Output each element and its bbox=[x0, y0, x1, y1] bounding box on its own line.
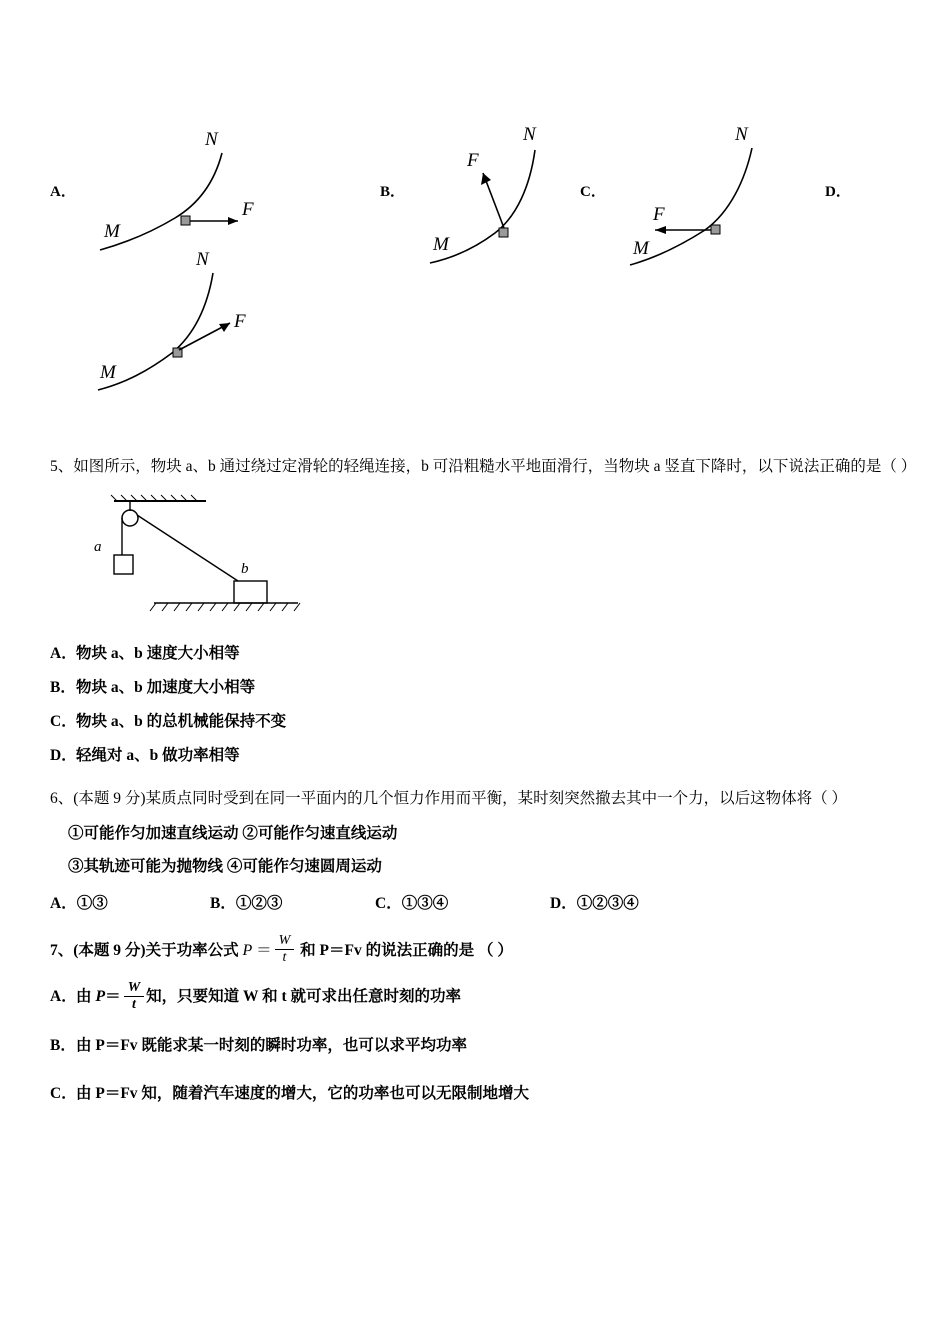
q5-option-d bbox=[50, 739, 912, 773]
question-6-text: 6、(本题 9 分)某质点同时受到在同一平面内的几个恒力作用而平衡，某时刻突然撤去其中一个力，以后这物体将（ ） bbox=[50, 790, 847, 808]
q7-option-a-fraction bbox=[124, 981, 144, 1012]
option-c-diagram bbox=[615, 120, 815, 275]
diagram-c-svg bbox=[615, 120, 815, 270]
q6-choice-d-label: D． bbox=[550, 894, 577, 912]
q6-choices-row bbox=[50, 888, 912, 919]
q6-choice-c-label: C． bbox=[375, 894, 402, 912]
q7-option-c-label: C． bbox=[50, 1084, 77, 1102]
question4-options-row bbox=[50, 40, 912, 270]
svg-text:b: b bbox=[241, 560, 249, 577]
q7-option-a-den: t bbox=[124, 996, 144, 1012]
q7-option-b-label: B． bbox=[50, 1036, 76, 1054]
svg-text:F: F bbox=[653, 204, 665, 225]
question4-option-d-row bbox=[50, 249, 912, 445]
question-7-text bbox=[50, 935, 912, 968]
q6-choice-d bbox=[550, 888, 639, 919]
q7-middle: 和 P＝Fv 的说法正确的是 bbox=[300, 941, 475, 959]
q6-choice-a-label: A． bbox=[50, 894, 77, 912]
q7-option-a-eq: ＝ bbox=[105, 988, 122, 1006]
option-b-label: B． bbox=[380, 184, 406, 200]
q6-choice-a-text: ①③ bbox=[76, 894, 108, 912]
q7-option-a-post: 知，只要知道 W 和 t 就可求出任意时刻的功率 bbox=[146, 988, 462, 1006]
q7-option-b bbox=[50, 1029, 912, 1063]
q7-prefix: 7、(本题 9 分)关于功率公式 bbox=[50, 941, 239, 959]
svg-text:N: N bbox=[735, 124, 748, 145]
svg-text:M: M bbox=[633, 238, 649, 259]
q5-option-a-text: 物块 a、b 速度大小相等 bbox=[76, 644, 240, 662]
q5-option-b bbox=[50, 671, 912, 705]
q7-option-a-var: P bbox=[95, 988, 106, 1006]
question-5-text: 5、如图所示，物块 a、b 通过绕过定滑轮的轻绳连接，b 可沿粗糙水平地面滑行，当物块 a 竖直下降时，以下说法正确的是（ ） bbox=[50, 458, 917, 475]
option-b-diagram bbox=[415, 118, 605, 278]
q6-statement-1: ①可能作匀加速直线运动 ②可能作匀速直线运动 bbox=[68, 824, 398, 842]
q7-option-a-num: W bbox=[127, 980, 141, 996]
option-d-diagram bbox=[80, 245, 280, 410]
q5-option-d-label: D． bbox=[50, 747, 77, 765]
q7-formula-fraction bbox=[275, 934, 295, 965]
pulley-figure-svg bbox=[86, 493, 316, 618]
svg-text:M: M bbox=[100, 362, 116, 383]
svg-text:M: M bbox=[433, 234, 449, 255]
question-5-figure bbox=[86, 493, 912, 623]
diagram-b-svg bbox=[415, 118, 605, 273]
q7-suffix: （ ） bbox=[477, 941, 513, 959]
q7-option-a bbox=[50, 979, 912, 1014]
q6-choice-c bbox=[375, 888, 550, 919]
q6-statement-2: ③其轨迹可能为抛物线 ④可能作匀速圆周运动 bbox=[68, 858, 382, 876]
q7-formula-var: P bbox=[242, 941, 253, 959]
svg-text:a: a bbox=[94, 538, 102, 555]
svg-text:F: F bbox=[242, 199, 254, 220]
q5-option-c-text: 物块 a、b 的总机械能保持不变 bbox=[76, 712, 287, 730]
svg-text:N: N bbox=[523, 124, 536, 145]
option-a-label: A． bbox=[50, 184, 76, 200]
q7-formula-num: W bbox=[278, 933, 291, 949]
option-d-label: D． bbox=[825, 184, 851, 200]
svg-text:F: F bbox=[467, 150, 479, 171]
q7-option-a-label: A． bbox=[50, 988, 77, 1006]
q6-choice-c-text: ①③④ bbox=[401, 894, 449, 912]
q7-option-a-pre: 由 bbox=[76, 988, 92, 1006]
q6-choice-b bbox=[210, 888, 375, 919]
q5-option-b-label: B． bbox=[50, 678, 76, 696]
diagram-a-svg bbox=[80, 125, 280, 265]
q5-option-c-label: C． bbox=[50, 712, 77, 730]
q5-option-a bbox=[50, 637, 912, 671]
q7-formula-eq: ＝ bbox=[256, 941, 273, 959]
q7-option-c bbox=[50, 1077, 912, 1111]
option-c-label: C． bbox=[580, 184, 606, 200]
q6-choice-a bbox=[50, 888, 210, 919]
svg-text:N: N bbox=[205, 129, 218, 150]
q5-option-a-label: A． bbox=[50, 644, 77, 662]
q7-formula-den: t bbox=[275, 949, 295, 965]
diagram-d-svg bbox=[80, 245, 280, 405]
q5-option-b-text: 物块 a、b 加速度大小相等 bbox=[76, 678, 256, 696]
q6-choice-b-label: B． bbox=[210, 894, 236, 912]
svg-text:M: M bbox=[104, 221, 120, 242]
q6-choice-d-text: ①②③④ bbox=[576, 894, 639, 912]
svg-text:N: N bbox=[196, 249, 209, 270]
page-content bbox=[50, 40, 917, 1111]
q6-choice-b-text: ①②③ bbox=[235, 894, 283, 912]
q7-option-c-text: 由 P＝Fv 知，随着汽车速度的增大，它的功率也可以无限制地增大 bbox=[76, 1084, 529, 1102]
svg-text:F: F bbox=[234, 311, 246, 332]
q5-option-c bbox=[50, 705, 912, 739]
q7-option-b-text: 由 P＝Fv 既能求某一时刻的瞬时功率，也可以求平均功率 bbox=[76, 1036, 467, 1054]
q5-option-d-text: 轻绳对 a、b 做功率相等 bbox=[76, 747, 240, 765]
